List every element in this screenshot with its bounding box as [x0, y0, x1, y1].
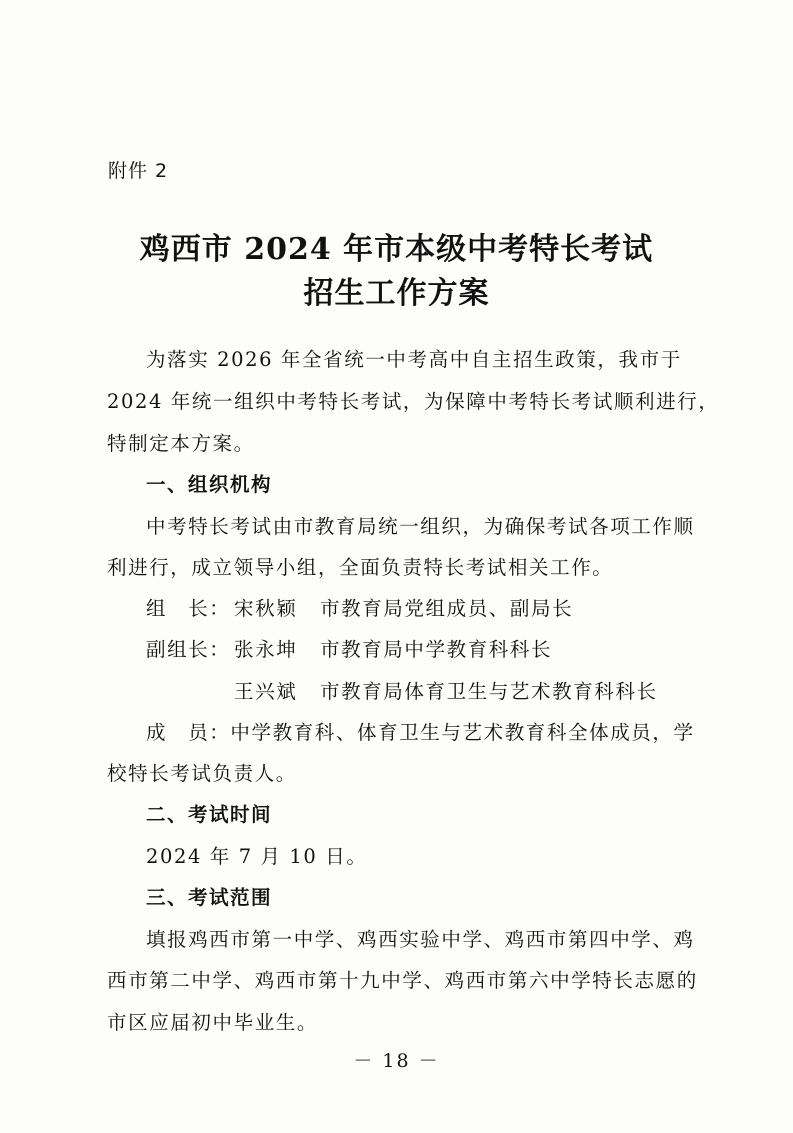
leader-name: 宋秋颖: [234, 597, 298, 620]
section3-body-line-2: 西市第二中学、鸡西市第十九中学、鸡西市第六中学特长志愿的: [107, 969, 698, 992]
section1-body-line-1: 中考特长考试由市教育局统一组织，为确保考试各项工作顺: [146, 515, 695, 538]
deputy2-row: [234, 676, 658, 704]
deputy1-title: 市教育局中学教育科科长: [320, 638, 553, 661]
deputy2-name: 王兴斌: [234, 680, 298, 703]
section3-heading: 三、考试范围: [146, 886, 273, 909]
members-line-2: 校特长考试负责人。: [107, 762, 297, 785]
document-title-line2: 招生工作方案: [303, 276, 490, 311]
deputy1-name: 张永坤: [234, 638, 298, 661]
section3-body-line-3: 市区应届初中毕业生。: [107, 1011, 319, 1034]
deputy1-row: [146, 634, 552, 662]
leader-label: 组 长：: [146, 597, 231, 620]
deputy2-title: 市教育局体育卫生与艺术教育科科长: [320, 680, 658, 703]
intro-line-2: 2024 年统一组织中考特长考试，为保障中考特长考试顺利进行，: [107, 390, 720, 413]
leader-title: 市教育局党组成员、副局长: [320, 597, 574, 620]
members-line-1: 成 员：中学教育科、体育卫生与艺术教育科全体成员，学: [146, 721, 695, 744]
intro-line-3: 特制定本方案。: [107, 432, 255, 455]
section3-body-line-1: 填报鸡西市第一中学、鸡西实验中学、鸡西市第四中学、鸡: [146, 928, 695, 951]
page-number: － 18 －: [353, 1050, 440, 1072]
deputy1-label: 副组长：: [146, 638, 231, 661]
leader-row: [146, 593, 573, 621]
document-title-line1: 鸡西市 2024 年市本级中考特长考试: [139, 232, 654, 267]
section1-heading: 一、组织机构: [146, 473, 273, 496]
section2-body: 2024 年 7 月 10 日。: [146, 845, 368, 868]
section1-body-line-2: 利进行，成立领导小组，全面负责特长考试相关工作。: [107, 556, 614, 579]
section2-heading: 二、考试时间: [146, 803, 273, 826]
attachment-label: 附件 2: [108, 160, 169, 182]
intro-line-1: 为落实 2026 年全省统一中考高中自主招生政策，我市于: [146, 348, 682, 371]
